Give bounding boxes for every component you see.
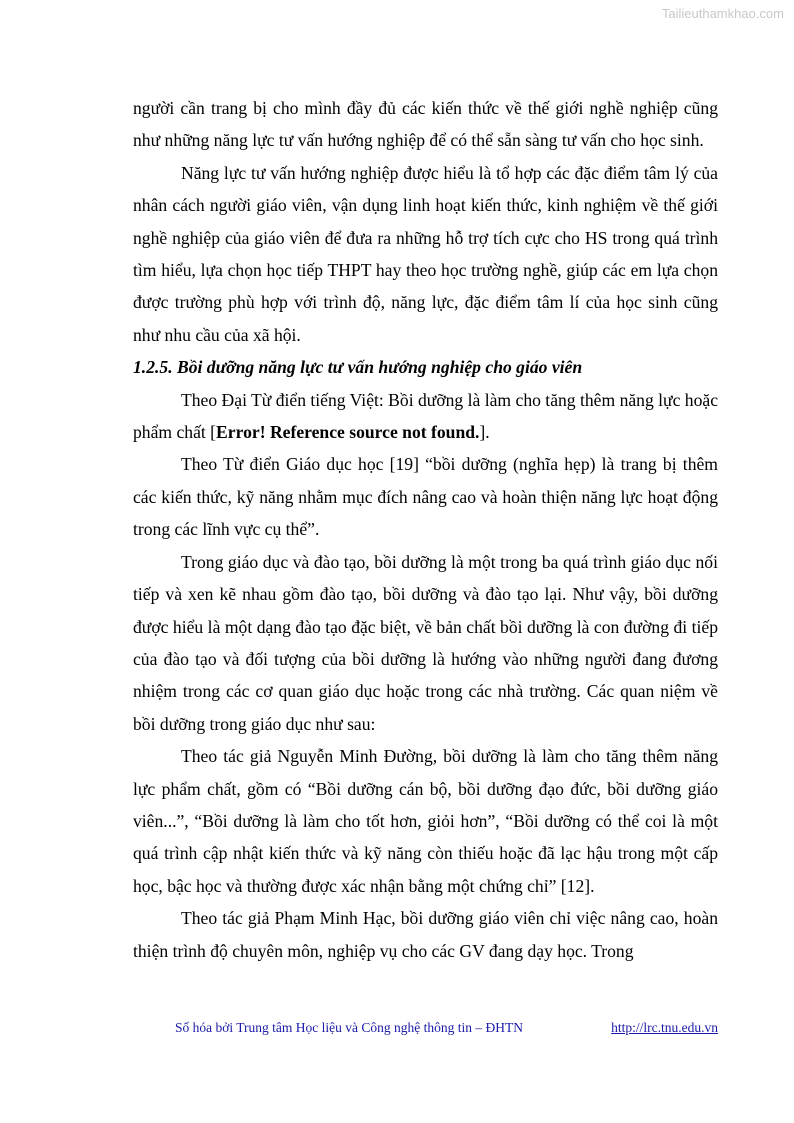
document-body (133, 92, 718, 967)
paragraph-6: Theo tác giả Nguyễn Minh Đường, bồi dưỡng là làm cho tăng thêm năng lực phẩm chất, gồm có “Bồi dưỡng cán bộ, bồi dưỡng đạo đức, bồi dưỡng giáo viên...”, “Bồi dưỡng là làm cho tốt hơn, giỏi hơn”, “Bồi dưỡng có thể coi là một quá trình cập nhật kiến thức và kỹ năng còn thiếu hoặc đã lạc hậu trong một cấp học, bậc học và thường được xác nhận bằng một chứng chỉ” [12]. (133, 746, 718, 896)
paragraph-4: Theo Từ điển Giáo dục học [19] “bồi dưỡng (nghĩa hẹp) là trang bị thêm các kiến thức, kỹ năng nhằm mục đích nâng cao và hoàn thiện năng lực hoạt động trong các lĩnh vực cụ thể”. (133, 454, 718, 540)
paragraph-7: Theo tác giả Phạm Minh Hạc, bồi dưỡng giáo viên chỉ việc nâng cao, hoàn thiện trình độ chuyên môn, nghiệp vụ cho các GV đang dạy học. Trong (133, 908, 718, 961)
watermark: Tailieuthamkhao.com (661, 6, 784, 21)
footer-link[interactable]: http://lrc.tnu.edu.vn (611, 1020, 718, 1035)
paragraph-3-text: Theo Đại Từ điển tiếng Việt: Bồi dưỡng là làm cho tăng thêm năng lực hoặc phẩm chất [ (133, 389, 719, 443)
paragraph-2: Năng lực tư vấn hướng nghiệp được hiểu là tổ hợp các đặc điểm tâm lý của nhân cách người giáo viên, vận dụng linh hoạt kiến thức, kinh nghiệm về thế giới nghề nghiệp của giáo viên để đưa ra những hỗ trợ tích cực cho HS trong quá trình tìm hiểu, lựa chọn học tiếp THPT hay theo học trường nghề, giúp các em lựa chọn được trường phù hợp với trình độ, năng lực, đặc điểm tâm lí của học sinh cũng như nhu cầu của xã hội. (133, 162, 718, 345)
paragraph-3-end: ]. (479, 422, 490, 443)
footer-credit: Số hóa bởi Trung tâm Học liệu và Công nghệ thông tin – ĐHTN (175, 1020, 524, 1035)
section-heading: 1.2.5. Bồi dưỡng năng lực tư vấn hướng nghiệp cho giáo viên (133, 357, 583, 378)
paragraph-3 (133, 384, 718, 449)
paragraph-5: Trong giáo dục và đào tạo, bồi dưỡng là một trong ba quá trình giáo dục nối tiếp và xen kẽ nhau gồm đào tạo, bồi dưỡng và đào tạo lại. Như vậy, bồi dưỡng được hiểu là một dạng đào tạo đặc biệt, về bản chất bồi dưỡng là con đường đi tiếp của đào tạo và đối tượng của bồi dưỡng là hướng vào những người đang đương nhiệm trong các cơ quan giáo dục hoặc trong các nhà trường. Các quan niệm về bồi dưỡng trong giáo dục như sau: (133, 551, 718, 734)
paragraph-1: người cần trang bị cho mình đầy đủ các kiến thức về thế giới nghề nghiệp cũng như những năng lực tư vấn hướng nghiệp để có thể sẵn sàng tư vấn cho học sinh. (133, 98, 718, 151)
reference-error: Error! Reference source not found. (216, 422, 480, 443)
